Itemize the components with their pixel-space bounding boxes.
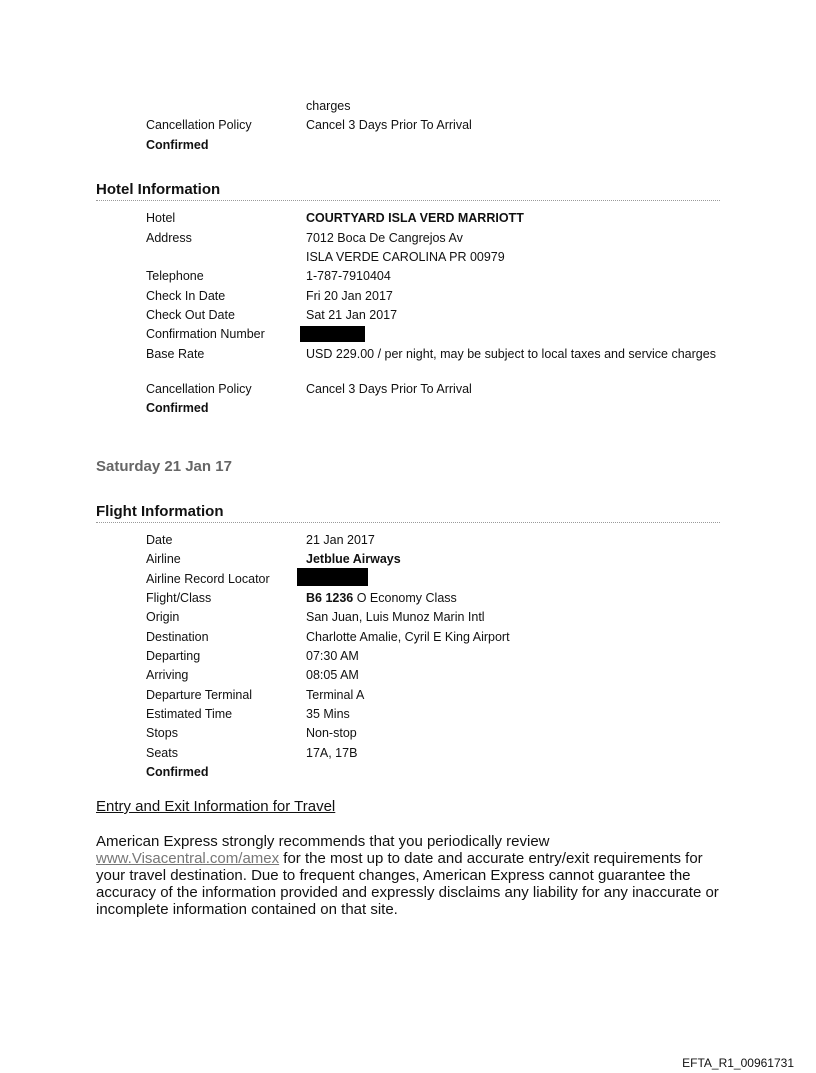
departing-label: Departing xyxy=(146,649,201,663)
hotel-label: Hotel xyxy=(146,211,176,225)
departure-terminal-value: Terminal A xyxy=(306,688,365,702)
airline-record-locator-redaction xyxy=(297,568,368,586)
check-in-label: Check In Date xyxy=(146,289,226,303)
hotel-status-confirmed: Confirmed xyxy=(146,401,209,415)
seats-value: 17A, 17B xyxy=(306,746,358,760)
address-label: Address xyxy=(146,231,192,245)
entry-exit-title: Entry and Exit Information for Travel xyxy=(96,798,336,815)
confirmation-number-label: Confirmation Number xyxy=(146,327,265,341)
hotel-cancellation-label: Cancellation Policy xyxy=(146,382,252,396)
address-line1: 7012 Boca De Cangrejos Av xyxy=(306,231,463,245)
flight-section-title: Flight Information xyxy=(96,503,720,523)
flight-status-confirmed: Confirmed xyxy=(146,765,209,779)
flight-class: O Economy Class xyxy=(353,591,457,605)
seats-label: Seats xyxy=(146,746,178,760)
estimated-time-value: 35 Mins xyxy=(306,707,350,721)
entry-text-after-link: for the most up to date and accurate entry/exit requirements for your travel destination. Due to frequent changes, American Express cannot guarantee the accuracy of the information provided and expressly disclaims any liability for any inaccurate or incomplete information contained on that site. xyxy=(96,850,719,918)
day-header: Saturday 21 Jan 17 xyxy=(96,458,232,475)
flight-date-label: Date xyxy=(146,533,173,547)
base-rate-value: USD 229.00 / per night, may be subject to local taxes and service charges xyxy=(306,347,716,361)
base-rate-label: Base Rate xyxy=(146,347,205,361)
base-rate-continuation: charges xyxy=(306,99,351,113)
hotel-cancellation-value: Cancel 3 Days Prior To Arrival xyxy=(306,382,472,396)
hotel-name: COURTYARD ISLA VERD MARRIOTT xyxy=(306,211,524,225)
cancellation-policy-label: Cancellation Policy xyxy=(146,118,252,132)
hotel-section-title: Hotel Information xyxy=(96,181,720,201)
flight-class-value xyxy=(306,591,457,606)
stops-label: Stops xyxy=(146,726,178,740)
departure-terminal-label: Departure Terminal xyxy=(146,688,253,702)
arriving-label: Arriving xyxy=(146,668,189,682)
destination-label: Destination xyxy=(146,630,209,644)
destination-value: Charlotte Amalie, Cyril E King Airport xyxy=(306,630,510,644)
airline-label: Airline xyxy=(146,552,181,566)
confirmation-number-redaction xyxy=(300,326,365,342)
entry-exit-body xyxy=(96,833,726,918)
airline-record-locator-label: Airline Record Locator xyxy=(146,572,270,586)
origin-value: San Juan, Luis Munoz Marin Intl xyxy=(306,610,485,624)
check-out-label: Check Out Date xyxy=(146,308,235,322)
telephone-label: Telephone xyxy=(146,269,204,283)
check-out-value: Sat 21 Jan 2017 xyxy=(306,308,398,322)
departing-value: 07:30 AM xyxy=(306,649,359,663)
status-confirmed: Confirmed xyxy=(146,138,209,152)
cancellation-policy-value: Cancel 3 Days Prior To Arrival xyxy=(306,118,472,132)
telephone-value: 1-787-7910404 xyxy=(306,269,391,283)
airline-value: Jetblue Airways xyxy=(306,552,401,566)
origin-label: Origin xyxy=(146,610,180,624)
flight-class-label: Flight/Class xyxy=(146,591,212,605)
visacentral-link[interactable]: www.Visacentral.com/amex xyxy=(96,850,280,867)
stops-value: Non-stop xyxy=(306,726,357,740)
flight-date-value: 21 Jan 2017 xyxy=(306,533,375,547)
arriving-value: 08:05 AM xyxy=(306,668,359,682)
entry-text-before-link: American Express strongly recommends that you periodically review xyxy=(96,833,550,850)
document-id: EFTA_R1_00961731 xyxy=(682,1056,794,1070)
check-in-value: Fri 20 Jan 2017 xyxy=(306,289,393,303)
estimated-time-label: Estimated Time xyxy=(146,707,233,721)
address-line2: ISLA VERDE CAROLINA PR 00979 xyxy=(306,250,505,264)
flight-number: B6 1236 xyxy=(306,591,354,605)
